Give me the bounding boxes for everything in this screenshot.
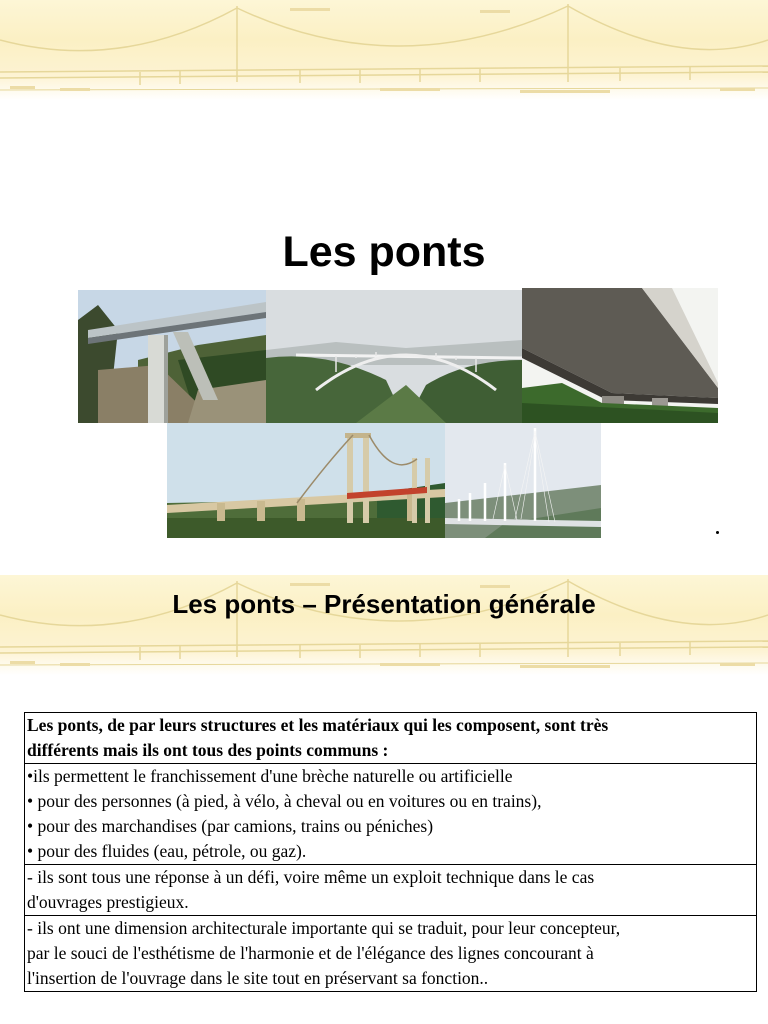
- cable-stayed-bridge-photo: [445, 423, 601, 538]
- architecture-line: par le souci de l'esthétisme de l'harmonie et de l'élégance des lignes concourant à: [27, 943, 594, 963]
- uses-line: • pour des fluides (eau, pétrole, ou gaz).: [27, 841, 307, 861]
- uses-line: • pour des personnes (à pied, à vélo, à cheval ou en voitures ou en trains),: [27, 791, 542, 811]
- suspension-bridge-photo: [167, 423, 445, 538]
- table-row: [25, 764, 757, 865]
- table-row: [25, 916, 757, 992]
- architecture-line: - ils ont une dimension architecturale importante qui se traduit, pour leur concepteur,: [27, 918, 621, 938]
- intro-line: Les ponts, de par leurs structures et les matériaux qui les composent, sont très: [27, 715, 609, 735]
- bridge-facts-table: [24, 712, 757, 992]
- uses-line: • pour des marchandises (par camions, trains ou péniches): [27, 816, 434, 836]
- photo-girder-bridge: [78, 290, 266, 423]
- decorative-dot: [716, 531, 719, 534]
- challenge-line: - ils sont tous une réponse à un défi, voire même un exploit technique dans le cas: [27, 867, 595, 887]
- intro-line: différents mais ils ont tous des points communs :: [27, 740, 389, 760]
- architecture-cell: [25, 916, 757, 992]
- challenge-line: d'ouvrages prestigieux.: [27, 892, 189, 912]
- uses-cell: [25, 764, 757, 865]
- page-title: Les ponts: [282, 228, 486, 276]
- intro-cell: [25, 713, 757, 764]
- table-row: [25, 713, 757, 764]
- table-row: [25, 865, 757, 916]
- uses-line: •ils permettent le franchissement d'une brèche naturelle ou artificielle: [27, 766, 513, 786]
- concrete-viaduct-photo: [522, 288, 718, 423]
- photo-arch-bridge: [266, 290, 522, 423]
- photo-concrete-viaduct: [522, 288, 718, 423]
- challenge-cell: [25, 865, 757, 916]
- photo-suspension-bridge: [167, 423, 445, 538]
- bridge-sketch-icon: [0, 0, 768, 100]
- girder-bridge-valley-photo: [78, 290, 266, 423]
- section-title: Les ponts – Présentation générale: [172, 589, 596, 619]
- bridge-sketch-banner: [0, 0, 768, 100]
- architecture-line: l'insertion de l'ouvrage dans le site tout en préservant sa fonction..: [27, 968, 489, 988]
- content-slide: [0, 575, 768, 1024]
- photo-cable-stayed-bridge: [445, 423, 601, 538]
- arch-bridge-photo: [266, 290, 522, 423]
